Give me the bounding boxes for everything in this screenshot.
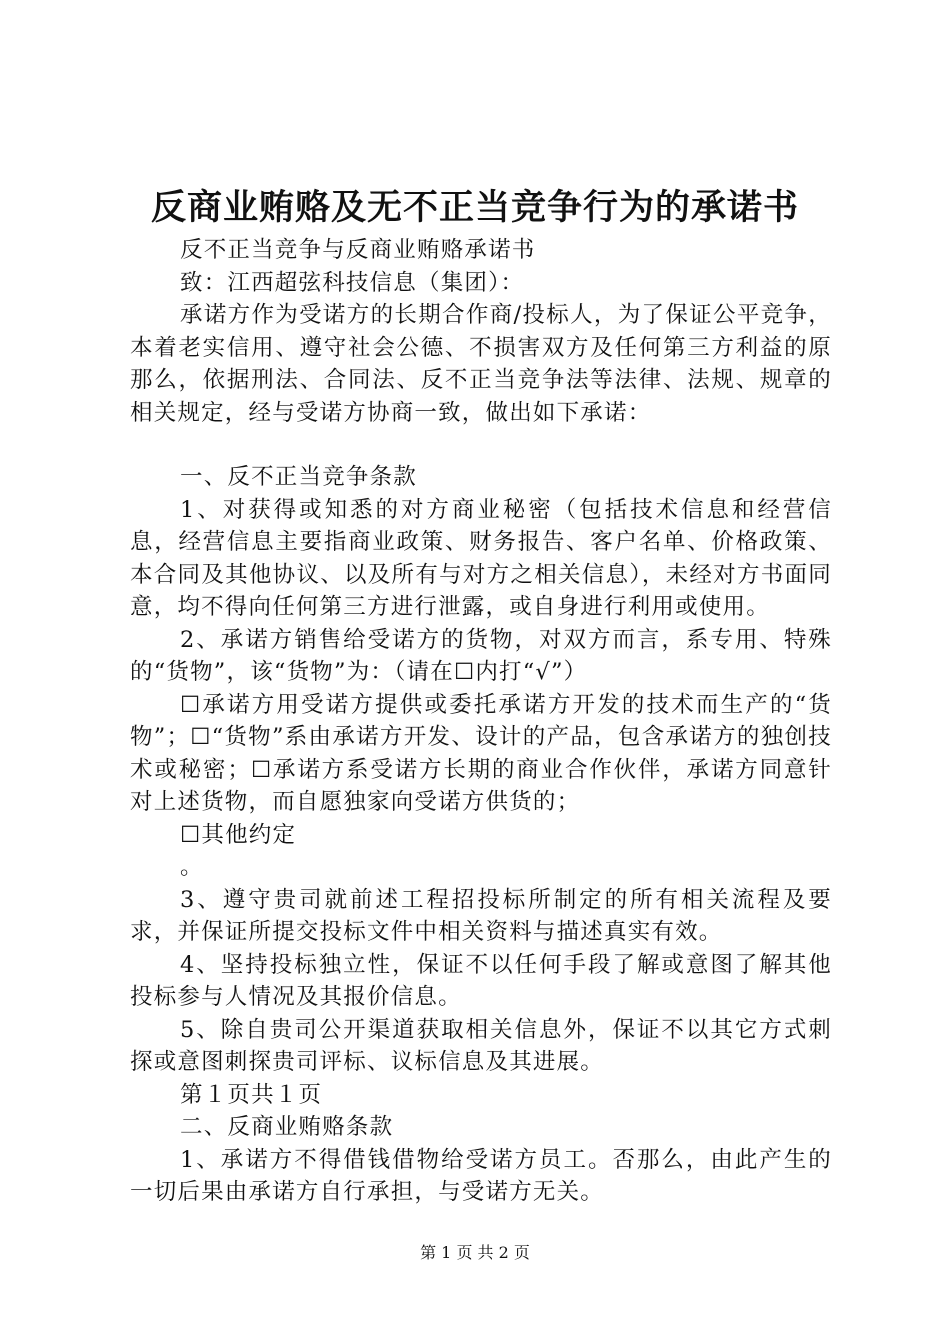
paragraph-spacer: [130, 429, 832, 461]
clause-1-2: 2、承诺方销售给受诺方的货物，对双方而言，系专用、特殊的“货物”，该“货物”为：（请在☐内打“√”）: [130, 626, 832, 685]
document-title: 反商业贿赂及无不正当竞争行为的承诺书: [150, 187, 799, 228]
section-heading-1: 一、反不正当竞争条款: [180, 464, 418, 490]
period-line: 。: [180, 854, 204, 880]
addressee-line: 致：江西超弦科技信息（集团）：: [180, 269, 525, 296]
intro-paragraph: 承诺方作为受诺方的长期合作商/投标人，为了保证公平竞争，本着老实信用、遵守社会公德、不损害双方及任何第三方利益的原那么，依据刑法、合同法、反不正当竞争法等法律、法规、规章的相关规定，经与受诺方协商一致，做出如下承诺：: [130, 302, 832, 426]
clause-1-4: 4、坚持投标独立性，保证不以任何手段了解或意图了解其他投标参与人情况及其报价信息。: [130, 951, 832, 1010]
document-body: [130, 234, 832, 1209]
clause-1-3: 3、遵守贵司就前述工程招投标所制定的所有相关流程及要求，并保证所提交投标文件中相关资料与描述真实有效。: [130, 886, 832, 945]
clause-1-5: 5、除自贵司公开渠道获取相关信息外，保证不以其它方式刺探或意图刺探贵司评标、议标信息及其进展。: [130, 1016, 832, 1075]
other-agreement-line: ☐其他约定: [180, 821, 297, 848]
subtitle-line: 反不正当竞争与反商业贿赂承诺书: [180, 237, 536, 263]
checkbox-options-paragraph: ☐承诺方用受诺方提供或委托承诺方开发的技术而生产的“货物”；☐“货物”系由承诺方开发、设计的产品，包含承诺方的独创技术或秘密；☐承诺方系受诺方长期的商业合作伙伴，承诺方同意针对上述货物，而自愿独家向受诺方供货的；: [130, 691, 832, 815]
clause-1-1: 1、对获得或知悉的对方商业秘密（包括技术信息和经营信息，经营信息主要指商业政策、财务报告、客户名单、价格政策、本合同及其他协议、以及所有与对方之相关信息），未经对方书面同意，均不得向任何第三方进行泄露，或自身进行利用或使用。: [130, 496, 832, 620]
page-footer: 第 1 页 共 2 页: [420, 1243, 530, 1262]
section-heading-2: 二、反商业贿赂条款: [180, 1114, 394, 1140]
clause-2-1: 1、承诺方不得借钱借物给受诺方员工。否那么，由此产生的一切后果由承诺方自行承担，与受诺方无关。: [130, 1146, 832, 1205]
inline-page-marker: 第１页共１页: [180, 1081, 323, 1108]
